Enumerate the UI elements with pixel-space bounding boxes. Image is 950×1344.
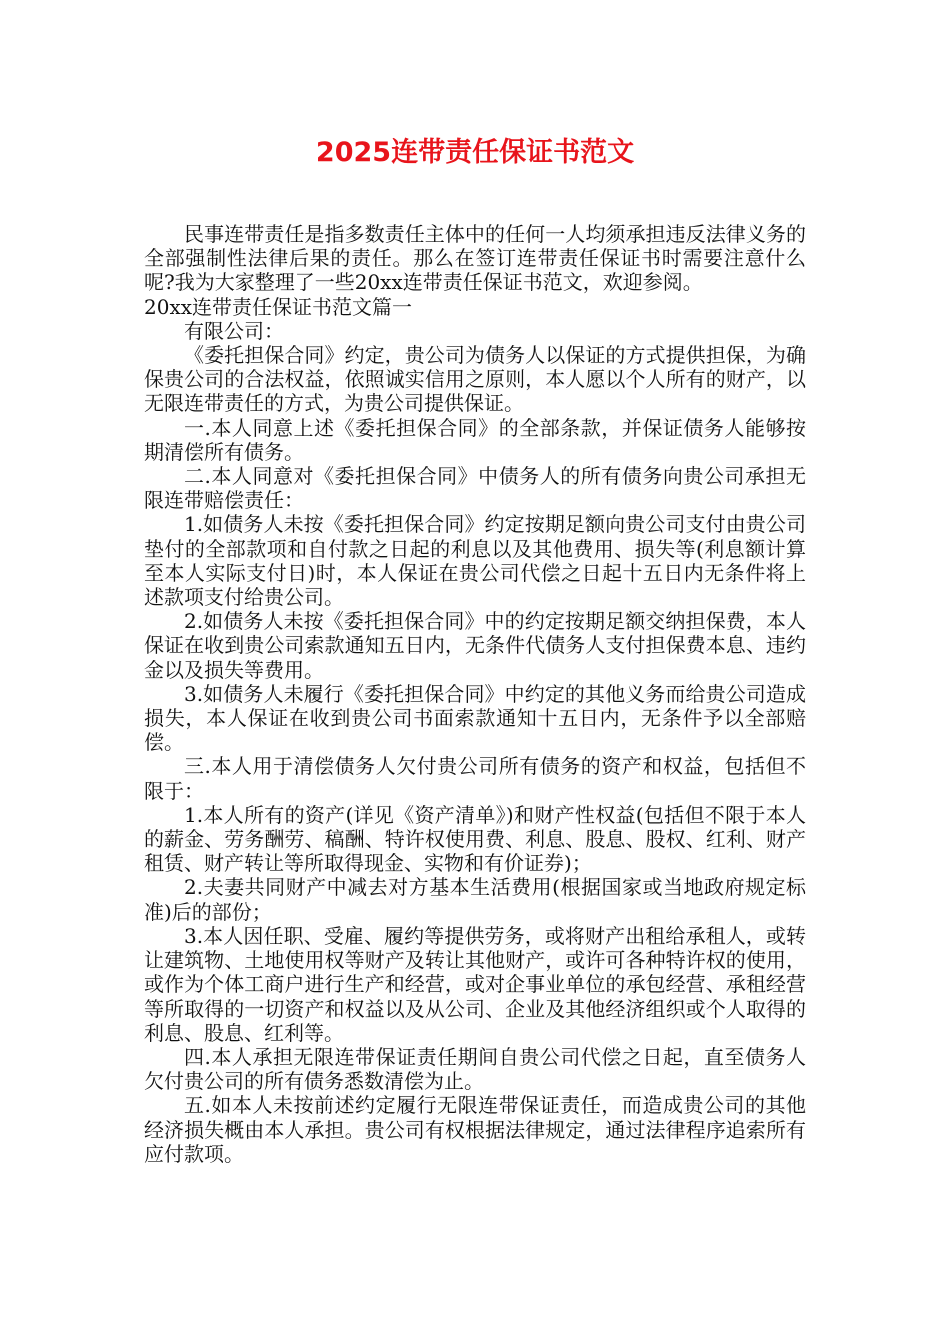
section-heading: 20xx连带责任保证书范文篇一 [144, 294, 413, 319]
clause-1: 一.本人同意上述《委托担保合同》的全部条款，并保证债务人能够按期清偿所有债务。 [144, 415, 806, 464]
clause-3: 三.本人用于清偿债务人欠付贵公司所有债务的资产和权益，包括但不限于： [144, 754, 806, 803]
clause-4: 四.本人承担无限连带保证责任期间自贵公司代偿之日起，直至债务人欠付贵公司的所有债务悉数清偿为止。 [144, 1044, 806, 1094]
paragraph: 《委托担保合同》约定，贵公司为债务人以保证的方式提供担保，为确保贵公司的合法权益，依照诚实信用之原则，本人愿以个人所有的财产，以无限连带责任的方式，为贵公司提供保证。 [144, 343, 806, 416]
sub-clause: 1.如债务人未按《委托担保合同》约定按期足额向贵公司支付由贵公司垫付的全部款项和自付款之日起的利息以及其他费用、损失等(利息额计算至本人实际支付日)时，本人保证在贵公司代偿之日起十五日内无条件将上述款项支付给贵公司。 [144, 512, 806, 610]
paragraph: 民事连带责任是指多数责任主体中的任何一人均须承担违反法律义务的全部强制性法律后果的责任。那么在签订连带责任保证书时需要注意什么呢?我为大家整理了一些20xx连带责任保证书范文，欢迎参阅。 [144, 222, 806, 295]
clause-5: 五.如本人未按前述约定履行无限连带保证责任，而造成贵公司的其他经济损失概由本人承担。贵公司有权根据法律规定，通过法律程序追索所有应付款项。 [144, 1093, 806, 1166]
sub-clause: 2.夫妻共同财产中减去对方基本生活费用(根据国家或当地政府规定标准)后的部份； [144, 875, 806, 924]
sub-clause: 3.如债务人未履行《委托担保合同》中约定的其他义务而给贵公司造成损失，本人保证在收到贵公司书面索款通知十五日内，无条件予以全部赔偿。 [144, 681, 806, 755]
paragraph-salutation: 有限公司： [184, 318, 284, 343]
clause-2: 二.本人同意对《委托担保合同》中债务人的所有债务向贵公司承担无限连带赔偿责任： [144, 464, 806, 513]
sub-clause: 2.如债务人未按《委托担保合同》中的约定按期足额交纳担保费，本人保证在收到贵公司索款通知五日内，无条件代债务人支付担保费本息、违约金以及损失等费用。 [144, 609, 806, 682]
sub-clause: 1.本人所有的资产(详见《资产清单》)和财产性权益(包括但不限于本人的薪金、劳务酬劳、稿酬、特许权使用费、利息、股息、股权、红利、财产租赁、财产转让等所取得现金、实物和有价证券)； [144, 802, 806, 876]
document-title: 2025连带责任保证书范文 [315, 137, 635, 168]
sub-clause: 3.本人因任职、受雇、履约等提供劳务，或将财产出租给承租人，或转让建筑物、土地使用权等财产及转让其他财产，或许可各种特许权的使用，或作为个体工商户进行生产和经营，或对企事业单位的承包经营、承租经营等所取得的一切资产和权益以及从公司、企业及其他经济组织或个人取得的利息、股息、红利等。 [144, 923, 806, 1045]
document-body [144, 222, 806, 1166]
